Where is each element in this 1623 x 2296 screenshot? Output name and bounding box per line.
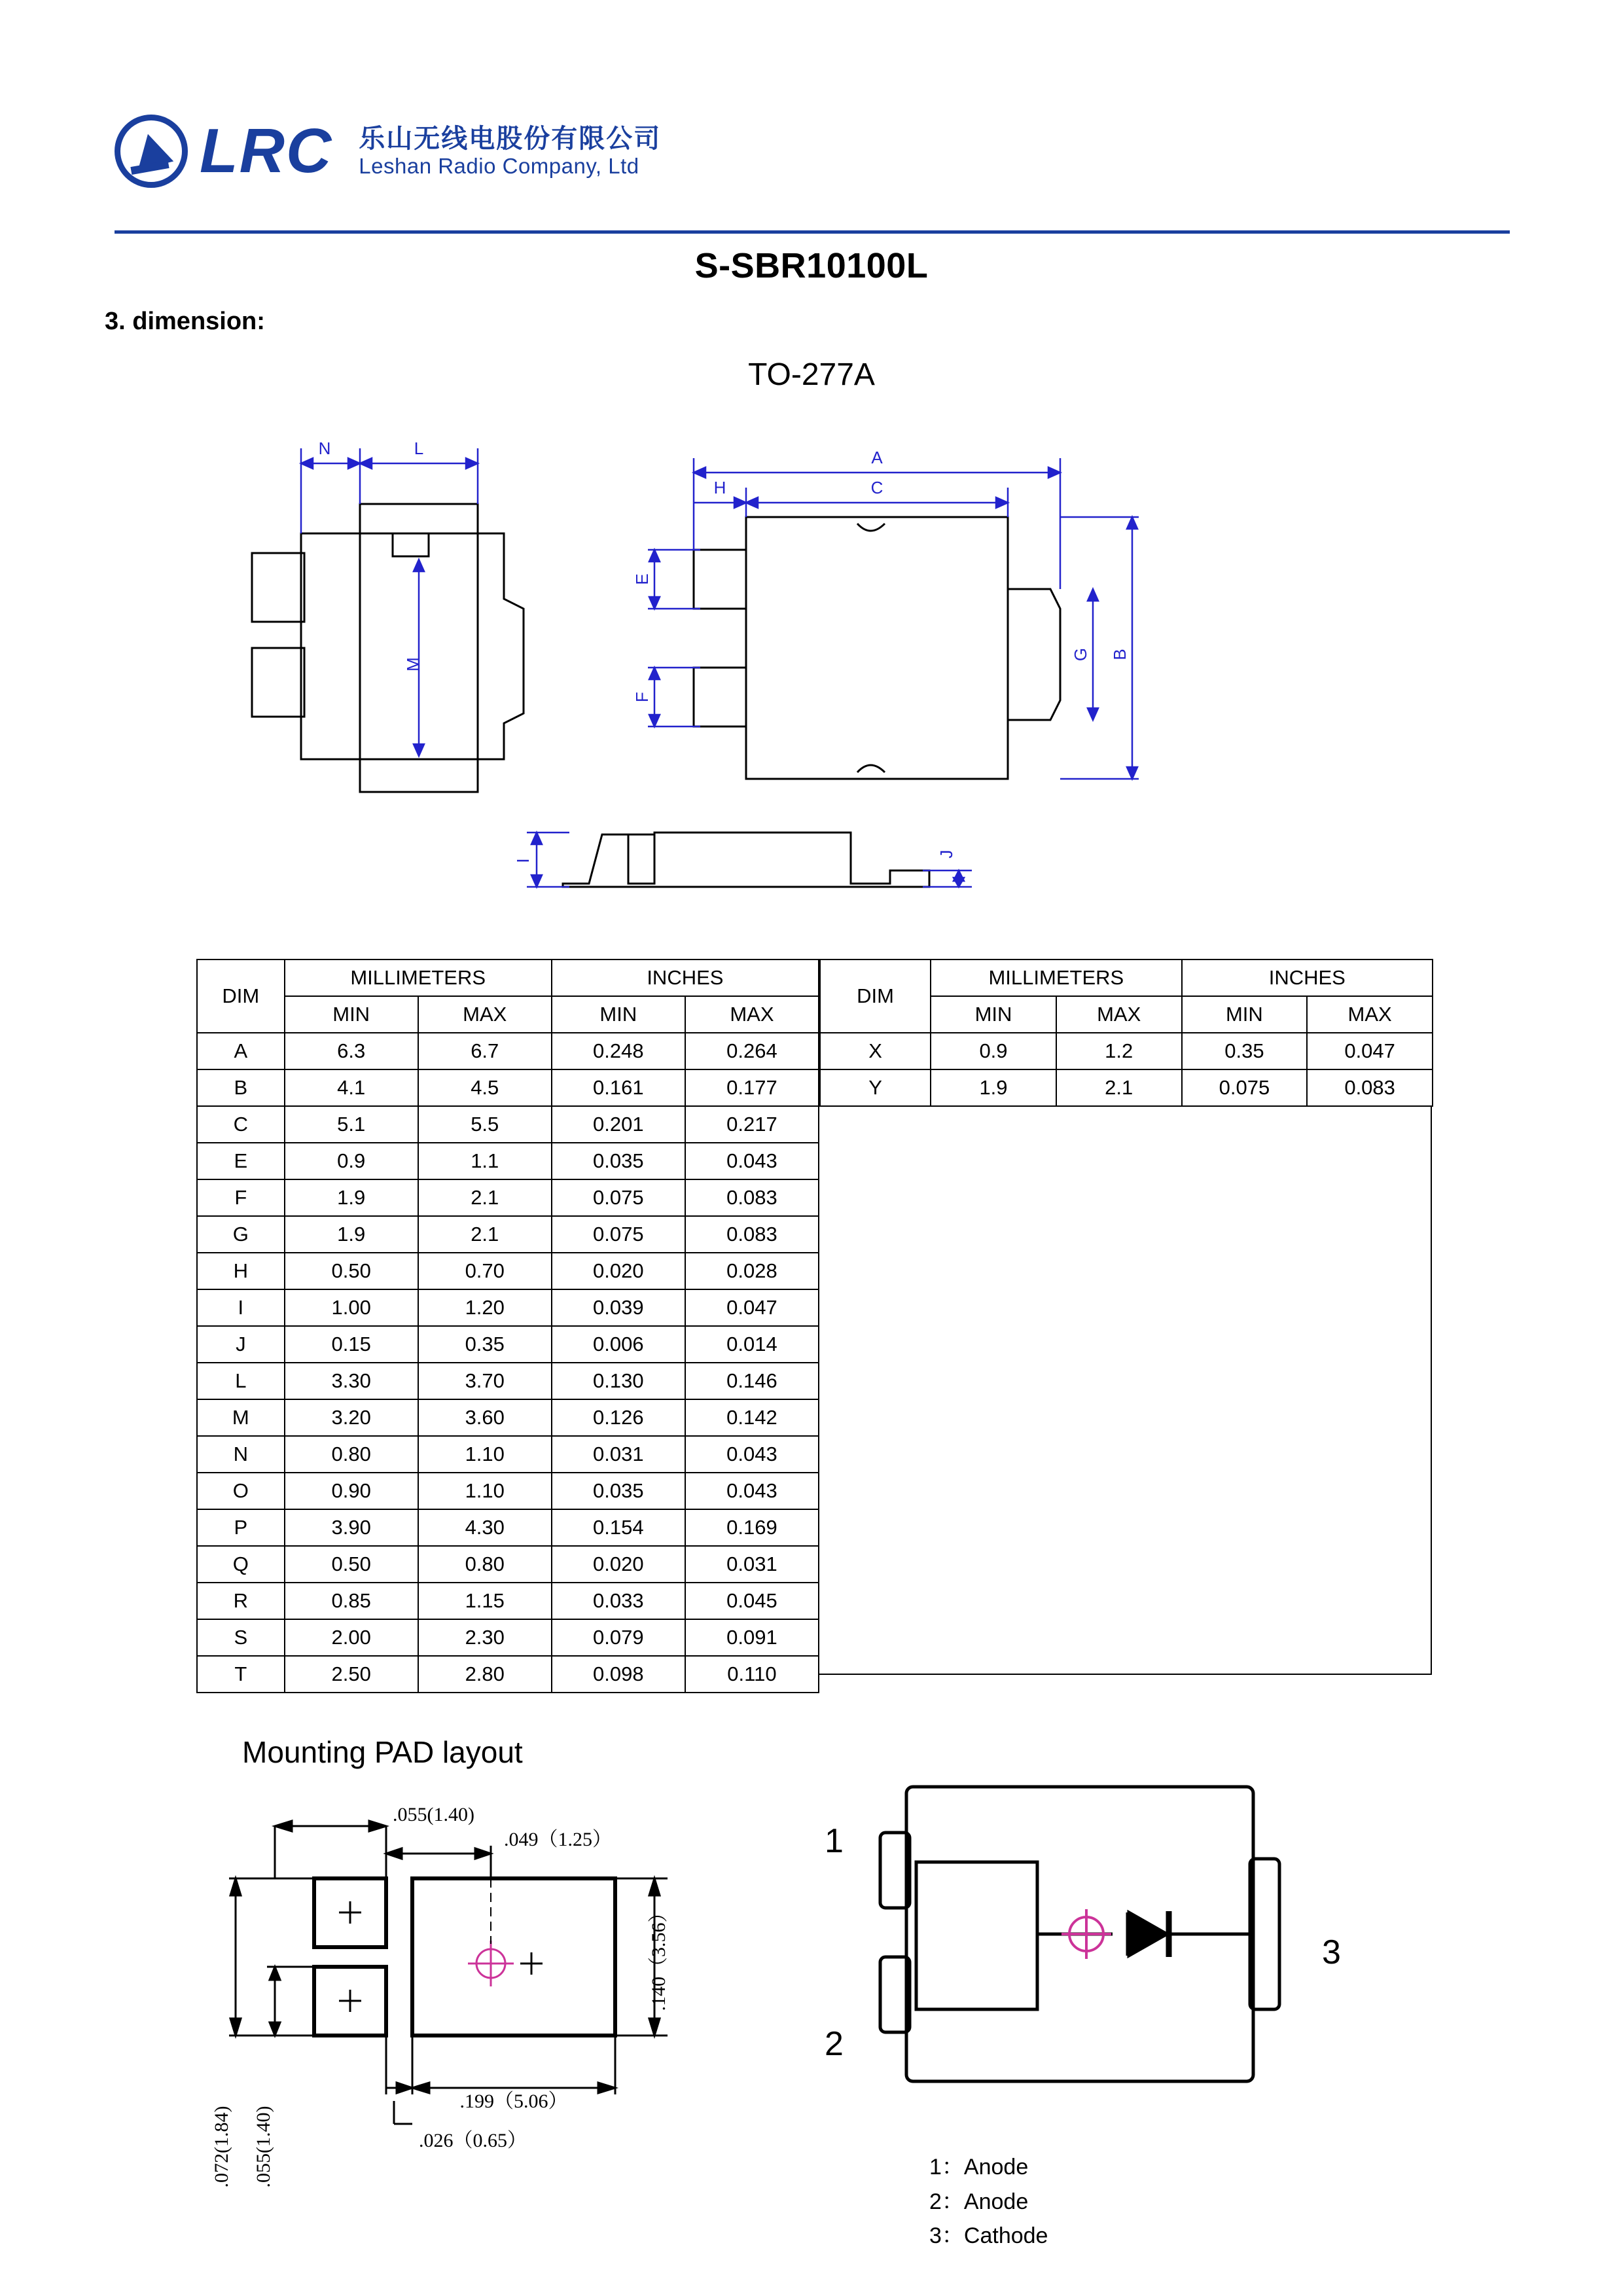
cell-mm-min: 1.9 [285,1179,418,1216]
cell-in-min: 0.075 [552,1216,685,1253]
cell-dim: H [197,1253,285,1289]
header-millimeters: MILLIMETERS [285,960,552,996]
cell-mm-min: 5.1 [285,1106,418,1143]
cell-in-min: 0.035 [552,1143,685,1179]
table-row [197,1289,819,1326]
cell-mm-min: 0.50 [285,1546,418,1583]
company-name-block [359,124,661,179]
cell-in-min: 0.020 [552,1253,685,1289]
table-row [197,1656,819,1693]
header-inches: INCHES [1182,960,1433,996]
table-row [197,1509,819,1546]
header-mm-max: MAX [418,996,552,1033]
cell-in-min: 0.006 [552,1326,685,1363]
svg-text:B: B [1110,649,1130,660]
pad-layout-drawing [196,1780,785,2281]
company-logo [115,115,1508,188]
cell-dim: N [197,1436,285,1473]
cell-in-min: 0.039 [552,1289,685,1326]
cell-in-min: 0.075 [1182,1069,1308,1106]
pad-dim-bottom-small: .026（0.65） [419,2130,527,2151]
cell-dim: I [197,1289,285,1326]
svg-text:M: M [403,657,423,672]
pin-configuration-drawing [805,1761,1459,2157]
cell-in-min: 0.031 [552,1436,685,1473]
cell-in-max: 0.091 [685,1619,819,1656]
pin-legend-1: 1：Anode [929,2155,1029,2179]
cell-dim: Q [197,1546,285,1583]
cell-mm-max: 3.60 [418,1399,552,1436]
page-title: S-SBR10100L [694,246,929,285]
svg-text:C: C [870,478,883,497]
cell-in-max: 0.177 [685,1069,819,1106]
cell-mm-min: 2.50 [285,1656,418,1693]
svg-text:I: I [513,858,533,863]
cell-dim: P [197,1509,285,1546]
cell-in-max: 0.043 [685,1143,819,1179]
header-millimeters: MILLIMETERS [931,960,1181,996]
cell-mm-min: 0.85 [285,1583,418,1619]
table-row [197,1546,819,1583]
cell-dim: C [197,1106,285,1143]
cell-in-min: 0.033 [552,1583,685,1619]
cell-in-max: 0.169 [685,1509,819,1546]
cell-dim: E [197,1143,285,1179]
cell-mm-max: 4.30 [418,1509,552,1546]
cell-in-max: 0.045 [685,1583,819,1619]
pad-dim-top-small: .055(1.40) [393,1804,474,1825]
table-row [197,1069,819,1106]
header-dim: DIM [820,960,931,1033]
cell-in-max: 0.083 [1307,1069,1433,1106]
table-row [197,1326,819,1363]
dimension-table-left [196,959,819,1693]
company-name-cn: 乐山无线电股份有限公司 [359,124,662,154]
pad-layout-title: Mounting PAD layout [242,1735,523,1769]
table-row [197,1363,819,1399]
table-row [820,1069,1433,1106]
section-heading: 3. dimension: [105,308,265,335]
cell-mm-min: 2.00 [285,1619,418,1656]
pad-dim-left-inner: .055(1.40) [253,2106,274,2188]
pin-number-1: 1 [825,1822,844,1860]
cell-mm-max: 2.30 [418,1619,552,1656]
cell-mm-max: 1.10 [418,1473,552,1509]
package-title: TO-277A [748,357,875,392]
cell-in-max: 0.014 [685,1326,819,1363]
table-row [197,1473,819,1509]
pad-dim-bottom-width: .199（5.06） [459,2090,568,2112]
table-row [197,1179,819,1216]
cell-in-max: 0.083 [685,1179,819,1216]
table-row [197,1143,819,1179]
svg-text:A: A [871,448,883,467]
pin-legend-2: 2：Anode [929,2189,1029,2214]
cell-mm-min: 0.50 [285,1253,418,1289]
page-header [115,115,1508,236]
table-subheader-row [197,996,819,1033]
cell-in-max: 0.043 [685,1473,819,1509]
package-drawings [196,425,1440,936]
cell-in-max: 0.110 [685,1656,819,1693]
header-in-max: MAX [1307,996,1433,1033]
cell-mm-max: 2.1 [1056,1069,1182,1106]
header-in-max: MAX [685,996,819,1033]
header-in-min: MIN [552,996,685,1033]
svg-text:L: L [414,439,424,458]
cell-mm-min: 6.3 [285,1033,418,1069]
cell-mm-max: 2.80 [418,1656,552,1693]
cell-in-max: 0.031 [685,1546,819,1583]
svg-text:E: E [632,573,652,585]
cell-dim: M [197,1399,285,1436]
dimension-table-section [196,959,1433,1693]
cell-mm-max: 0.35 [418,1326,552,1363]
cell-mm-max: 0.80 [418,1546,552,1583]
lrc-logo-icon [115,115,188,188]
cell-in-max: 0.142 [685,1399,819,1436]
cell-in-min: 0.126 [552,1399,685,1436]
cell-dim: L [197,1363,285,1399]
logo-letters: LRC [200,116,333,186]
svg-text:F: F [632,692,652,702]
header-inches: INCHES [552,960,819,996]
cell-in-min: 0.020 [552,1546,685,1583]
cell-in-max: 0.047 [1307,1033,1433,1069]
cell-in-min: 0.035 [552,1473,685,1509]
cell-mm-max: 5.5 [418,1106,552,1143]
cell-in-min: 0.154 [552,1509,685,1546]
header-in-min: MIN [1182,996,1308,1033]
pin-number-2: 2 [825,2025,844,2063]
cell-in-min: 0.35 [1182,1033,1308,1069]
cell-in-min: 0.079 [552,1619,685,1656]
cell-mm-max: 1.2 [1056,1033,1182,1069]
svg-text:J: J [936,850,956,859]
table-row [197,1033,819,1069]
table-row [197,1619,819,1656]
cell-in-max: 0.264 [685,1033,819,1069]
pad-dim-left-outer: .072(1.84) [211,2106,232,2188]
cell-mm-min: 0.9 [931,1033,1056,1069]
table-row [820,1033,1433,1069]
cell-in-max: 0.083 [685,1216,819,1253]
pad-dim-top-inner: .049（1.25） [504,1829,612,1850]
cell-mm-min: 1.9 [285,1216,418,1253]
table-row [197,1583,819,1619]
cell-dim: J [197,1326,285,1363]
cell-dim: T [197,1656,285,1693]
header-dim: DIM [197,960,285,1033]
cell-mm-max: 1.20 [418,1289,552,1326]
table-row [197,1399,819,1436]
cell-mm-max: 1.1 [418,1143,552,1179]
cell-in-max: 0.028 [685,1253,819,1289]
cell-in-min: 0.248 [552,1033,685,1069]
cell-mm-min: 1.9 [931,1069,1056,1106]
table-row [197,1216,819,1253]
cell-in-min: 0.098 [552,1656,685,1693]
cell-in-max: 0.146 [685,1363,819,1399]
cell-dim: B [197,1069,285,1106]
cell-dim: F [197,1179,285,1216]
header-mm-min: MIN [285,996,418,1033]
cell-in-min: 0.201 [552,1106,685,1143]
cell-mm-max: 4.5 [418,1069,552,1106]
cell-in-max: 0.043 [685,1436,819,1473]
header-mm-max: MAX [1056,996,1182,1033]
pad-dim-right-height: .140（3.56） [648,1903,669,2011]
pin-legend [929,2150,1048,2253]
svg-text:H: H [713,478,726,497]
dimension-table-right [819,959,1433,1107]
table-header-row [820,960,1433,996]
cell-mm-max: 1.10 [418,1436,552,1473]
table-header-row [197,960,819,996]
cell-dim: S [197,1619,285,1656]
cell-mm-min: 0.15 [285,1326,418,1363]
cell-mm-min: 3.20 [285,1399,418,1436]
cell-in-min: 0.130 [552,1363,685,1399]
cell-mm-min: 0.90 [285,1473,418,1509]
header-mm-min: MIN [931,996,1056,1033]
table-row [197,1436,819,1473]
table-row [197,1106,819,1143]
cell-mm-min: 0.80 [285,1436,418,1473]
cell-dim: A [197,1033,285,1069]
cell-mm-max: 2.1 [418,1179,552,1216]
cell-in-min: 0.161 [552,1069,685,1106]
cell-in-max: 0.047 [685,1289,819,1326]
cell-dim: G [197,1216,285,1253]
cell-dim: R [197,1583,285,1619]
pin-legend-3: 3：Cathode [929,2223,1048,2249]
cell-in-min: 0.075 [552,1179,685,1216]
cell-mm-max: 1.15 [418,1583,552,1619]
cell-mm-min: 1.00 [285,1289,418,1326]
cell-mm-max: 3.70 [418,1363,552,1399]
header-divider [115,230,1510,234]
company-name-en: Leshan Radio Company, Ltd [359,154,639,179]
cell-mm-min: 3.90 [285,1509,418,1546]
cell-mm-max: 0.70 [418,1253,552,1289]
cell-mm-max: 6.7 [418,1033,552,1069]
table-empty-area [819,1107,1432,1675]
cell-in-max: 0.217 [685,1106,819,1143]
cell-dim: Y [820,1069,931,1106]
cell-mm-min: 4.1 [285,1069,418,1106]
svg-text:G: G [1071,647,1090,662]
svg-text:N: N [318,439,331,458]
cell-mm-min: 0.9 [285,1143,418,1179]
cell-mm-min: 3.30 [285,1363,418,1399]
cell-mm-max: 2.1 [418,1216,552,1253]
cell-dim: O [197,1473,285,1509]
cell-dim: X [820,1033,931,1069]
table-row [197,1253,819,1289]
pin-number-3: 3 [1322,1933,1341,1971]
